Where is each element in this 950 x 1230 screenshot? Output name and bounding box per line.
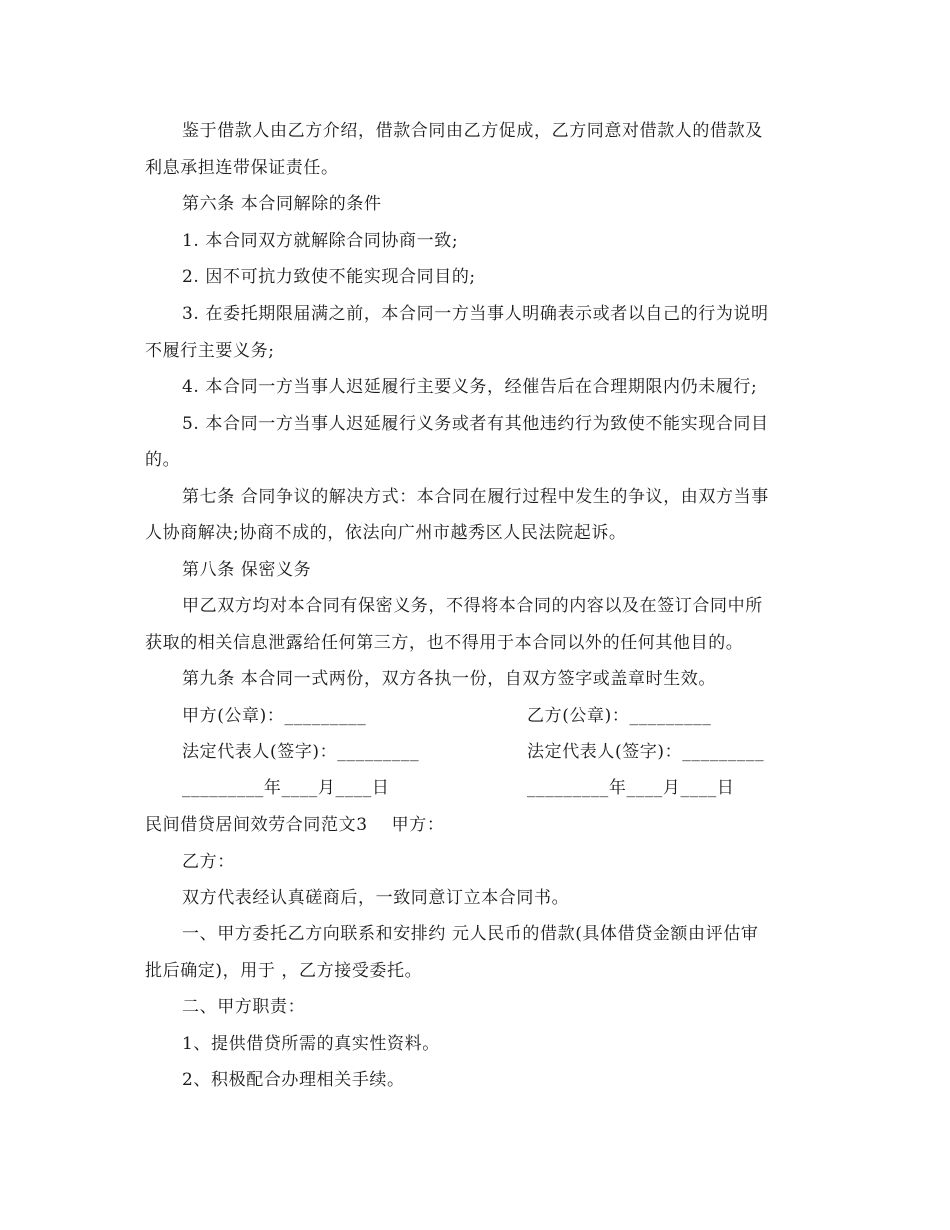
party-b-representative-field: 法定代表人(签字)：_________ xyxy=(527,742,765,762)
paragraph-line: 甲乙双方均对本合同有保密义务，不得将本合同的内容以及在签订合同中所 xyxy=(182,596,763,616)
paragraph-line: 获取的相关信息泄露给任何第三方，也不得用于本合同以外的任何其他目的。 xyxy=(145,633,744,653)
list-item: 2. 因不可抗力致使不能实现合同目的; xyxy=(182,267,476,287)
list-item: 1、提供借贷所需的真实性资料。 xyxy=(182,1034,440,1054)
clause-1-paragraph: 一、甲方委托乙方向联系和安排约 元人民币的借款(具体借贷金额由评估审 xyxy=(182,924,759,944)
party-b-date-field: _________年____月____日 xyxy=(527,778,735,798)
party-b-seal-field: 乙方(公章)：_________ xyxy=(527,706,712,726)
list-item: 1. 本合同双方就解除合同协商一致; xyxy=(182,231,459,251)
list-item: 2、积极配合办理相关手续。 xyxy=(182,1070,405,1090)
paragraph-line: 的。 xyxy=(145,450,181,470)
paragraph-line: 不履行主要义务; xyxy=(145,341,275,361)
paragraph-line: 鉴于借款人由乙方介绍，借款合同由乙方促成，乙方同意对借款人的借款及 xyxy=(182,121,763,141)
list-item: 5. 本合同一方当事人迟延履行义务或者有其他违约行为致使不能实现合同目 xyxy=(182,414,769,434)
paragraph-line: 批后确定)，用于 ，乙方接受委托。 xyxy=(145,961,423,981)
list-item: 3. 在委托期限届满之前，本合同一方当事人明确表示或者以自己的行为说明 xyxy=(182,304,769,324)
paragraph-line: 人协商解决;协商不成的，依法向广州市越秀区人民法院起诉。 xyxy=(145,523,627,543)
party-a-seal-field: 甲方(公章)：_________ xyxy=(182,706,367,726)
party-a-representative-field: 法定代表人(签字)：_________ xyxy=(182,742,420,762)
party-b-label: 乙方： xyxy=(182,852,235,872)
paragraph-line: 双方代表经认真磋商后，一致同意订立本合同书。 xyxy=(182,888,570,908)
paragraph-line: 利息承担连带保证责任。 xyxy=(145,158,339,178)
clause-2-heading: 二、甲方职责： xyxy=(182,997,306,1017)
party-a-date-field: _________年____月____日 xyxy=(182,778,390,798)
article-6-heading: 第六条 本合同解除的条件 xyxy=(182,194,382,214)
article-7-paragraph: 第七条 合同争议的解决方式：本合同在履行过程中发生的争议，由双方当事 xyxy=(182,487,769,507)
list-item: 4. 本合同一方当事人迟延履行主要义务，经催告后在合理期限内仍未履行; xyxy=(182,377,758,397)
contract-3-title: 民间借贷居间效劳合同范文3 甲方： xyxy=(145,815,445,835)
article-8-heading: 第八条 保密义务 xyxy=(182,560,312,580)
article-9-paragraph: 第九条 本合同一式两份，双方各执一份，自双方签字或盖章时生效。 xyxy=(182,669,717,689)
